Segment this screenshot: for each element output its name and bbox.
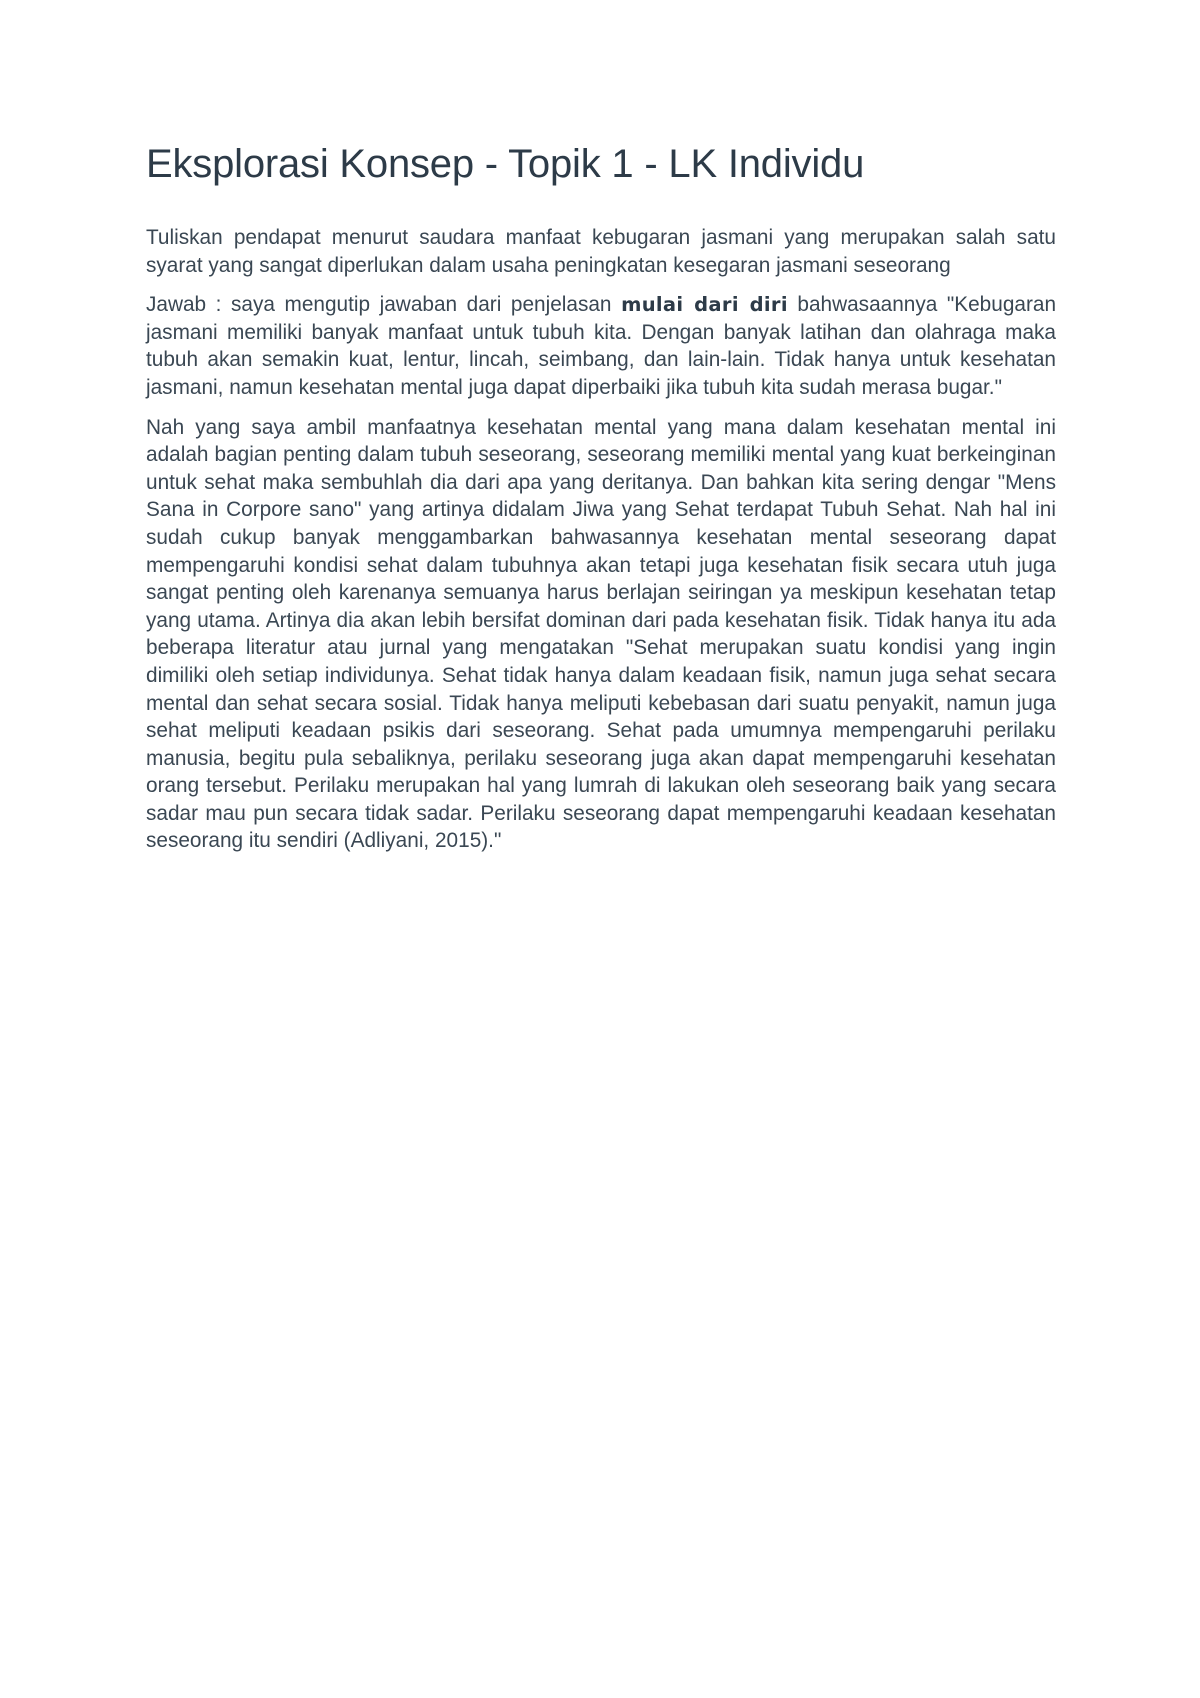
answer-quote: bahwasaannya "Kebugaran jasmani memiliki banyak manfaat untuk tubuh kita. Dengan banyak latihan dan olahraga maka tubuh akan semakin kuat, lentur, lincah, seimbang, dan lain-lain. Tidak hanya untuk kesehatan jasmani, namun kesehatan mental juga dapat diperbaiki jika tubuh kita sudah merasa bugar." (146, 293, 1057, 399)
answer-source-emphasis: mulai dari diri (621, 293, 788, 317)
answer-intro: Jawab : saya mengutip jawaban dari penjelasan (146, 293, 622, 317)
discussion-paragraph: Nah yang saya ambil manfaatnya kesehatan mental yang mana dalam kesehatan mental ini adalah bagian penting dalam tubuh seseorang, seseorang memiliki mental yang kuat berkeinginan untuk sehat maka sembuhlah dia dari apa yang deritanya. Dan bahkan kita sering dengar "Mens Sana in Corpore sano" yang artinya didalam Jiwa yang Sehat terdapat Tubuh Sehat. Nah hal ini sudah cukup banyak menggambarkan bahwasannya kesehatan mental seseorang dapat mempengaruhi kondisi sehat dalam tubuhnya akan tetapi juga kesehatan fisik secara utuh juga sangat penting oleh karenanya semuanya harus berlajan seiringan ya meskipun kesehatan tetap yang utama. Artinya dia akan lebih bersifat dominan dari pada kesehatan fisik. Tidak hanya itu ada beberapa literatur atau jurnal yang mengatakan "Sehat merupakan suatu kondisi yang ingin dimiliki oleh setiap individunya. Sehat tidak hanya dalam keadaan fisik, namun juga sehat secara mental dan sehat secara sosial. Tidak hanya meliputi kebebasan dari suatu penyakit, namun juga sehat meliputi keadaan psikis dari seseorang. Sehat pada umumnya mempengaruhi perilaku manusia, begitu pula sebaliknya, perilaku seseorang juga akan dapat mempengaruhi kesehatan orang tersebut. Perilaku merupakan hal yang lumrah di lakukan oleh seseorang baik yang secara sadar mau pun secara tidak sadar. Perilaku seseorang dapat mempengaruhi keadaan kesehatan seseorang itu sendiri (Adliyani, 2015)." (146, 415, 1056, 853)
answer-paragraph (146, 291, 1056, 401)
question-paragraph: Tuliskan pendapat menurut saudara manfaat kebugaran jasmani yang merupakan salah satu syarat yang sangat diperlukan dalam usaha peningkatan kesegaran jasmani seseorang (146, 226, 1056, 277)
document-title: Eksplorasi Konsep - Topik 1 - LK Individu (146, 142, 865, 186)
document-body (146, 138, 1056, 867)
